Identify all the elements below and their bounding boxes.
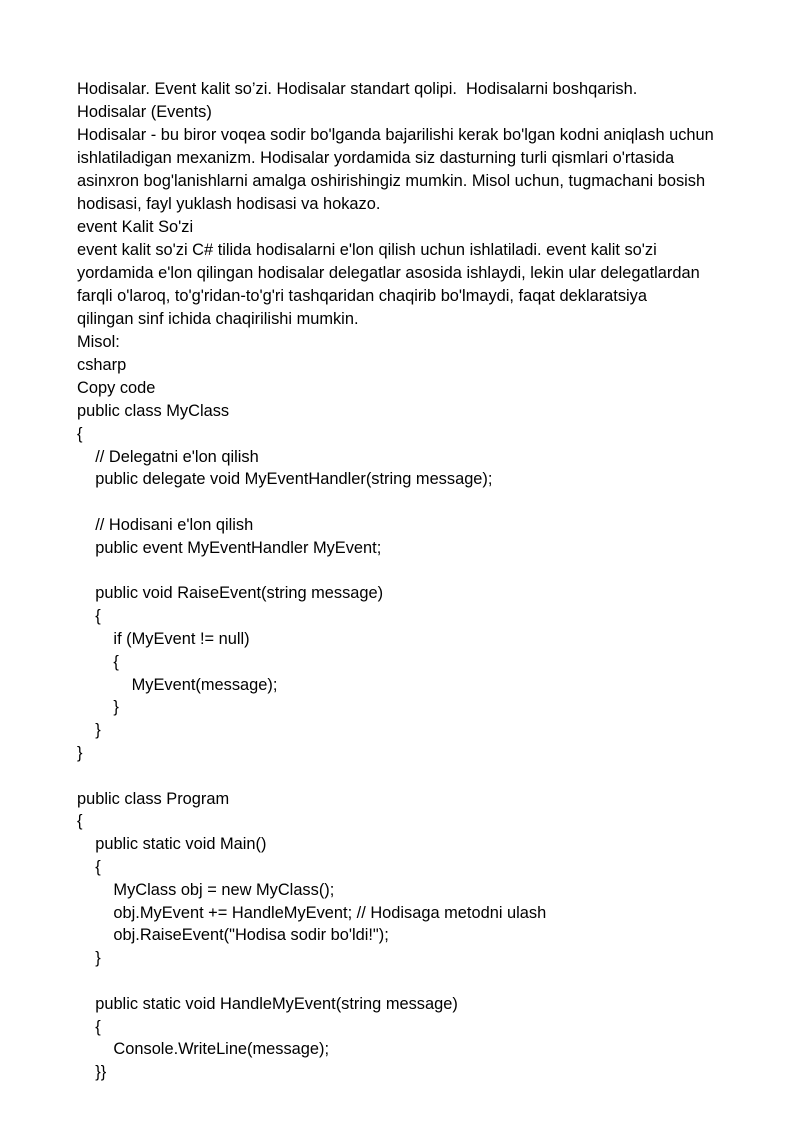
code-line: { — [77, 652, 119, 671]
code-line: public static void Main() — [77, 835, 267, 854]
code-line: Console.WriteLine(message); — [77, 1040, 330, 1059]
section-title-event-keyword: event Kalit So'zi — [77, 218, 194, 236]
code-line: { — [77, 607, 101, 626]
code-line: public static void HandleMyEvent(string message) — [77, 994, 458, 1013]
copy-code-label: Copy code — [77, 379, 156, 397]
code-line: } — [77, 698, 119, 717]
code-line: { — [77, 424, 83, 443]
code-line — [77, 491, 767, 514]
event-keyword-paragraph-line: qilingan sinf ichida chaqirilishi mumkin. — [77, 310, 359, 328]
events-paragraph-line: asinxron bog'lanishlarni amalga oshirishingiz mumkin. Misol uchun, tugmachani bosish — [77, 172, 706, 190]
code-line: obj.RaiseEvent("Hodisa sodir bo'ldi!"); — [77, 926, 389, 945]
code-line: // Delegatni e'lon qilish — [77, 447, 259, 466]
event-keyword-paragraph-line: event kalit so'zi C# tilida hodisalarni e'lon qilish uchun ishlatiladi. event kalit so'zi — [77, 241, 657, 259]
code-line: public class MyClass — [77, 402, 230, 420]
code-language-label: csharp — [77, 356, 127, 374]
code-line: }} — [77, 1063, 107, 1082]
document-heading: Hodisalar. Event kalit so’zi. Hodisalar standart qolipi. Hodisalarni boshqarish. — [77, 80, 638, 98]
example-label: Misol: — [77, 333, 120, 351]
code-line: } — [77, 743, 83, 762]
code-line: { — [77, 812, 83, 831]
code-line — [77, 560, 767, 583]
events-paragraph-line: Hodisalar - bu biror voqea sodir bo'lganda bajarilishi kerak bo'lgan kodni aniqlash uchun — [77, 126, 714, 144]
document-page — [77, 78, 767, 1084]
event-keyword-paragraph-line: farqli o'laroq, to'g'ridan-to'g'ri tashqaridan chaqirib bo'lmaydi, faqat deklaratsiya — [77, 287, 647, 305]
code-line: { — [77, 1017, 101, 1036]
code-line: { — [77, 857, 101, 876]
code-line: if (MyEvent != null) — [77, 629, 250, 648]
section-title-events: Hodisalar (Events) — [77, 103, 212, 121]
code-line: public delegate void MyEventHandler(string message); — [77, 470, 493, 489]
code-line — [77, 970, 767, 993]
code-line: obj.MyEvent += HandleMyEvent; // Hodisaga metodni ulash — [77, 903, 547, 922]
code-block — [77, 400, 767, 1084]
code-line: public event MyEventHandler MyEvent; — [77, 538, 382, 557]
code-line — [77, 765, 767, 788]
code-line: public void RaiseEvent(string message) — [77, 584, 384, 603]
code-line: MyEvent(message); — [77, 675, 278, 694]
code-line: // Hodisani e'lon qilish — [77, 515, 254, 534]
code-line: } — [77, 949, 101, 968]
code-line: MyClass obj = new MyClass(); — [77, 880, 335, 899]
code-line: } — [77, 721, 101, 740]
event-keyword-paragraph-line: yordamida e'lon qilingan hodisalar delegatlar asosida ishlaydi, lekin ular delegatlardan — [77, 264, 700, 282]
events-paragraph-line: hodisasi, fayl yuklash hodisasi va hokazo. — [77, 195, 381, 213]
code-line: public class Program — [77, 789, 230, 808]
events-paragraph-line: ishlatiladigan mexanizm. Hodisalar yordamida siz dasturning turli qismlari o'rtasida — [77, 149, 675, 167]
